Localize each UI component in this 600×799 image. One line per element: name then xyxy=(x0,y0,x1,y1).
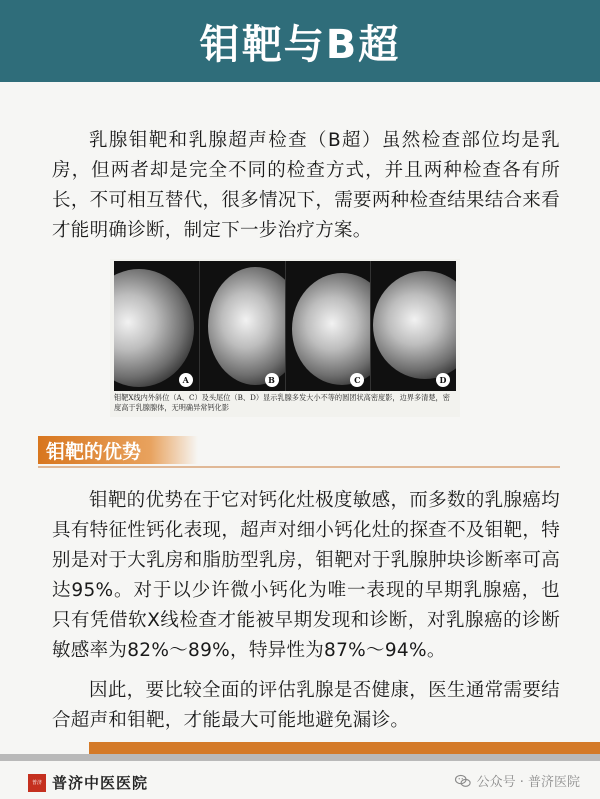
conclusion-paragraph: 因此，要比较全面的评估乳腺是否健康，医生通常需要结合超声和钼靶，才能最大可能地避免漏诊。 xyxy=(52,680,560,731)
mammogram-images xyxy=(114,261,456,391)
section-title: 钼靶的优势 xyxy=(46,440,142,463)
page-title: 钼靶与B超 xyxy=(199,21,401,68)
mammogram-panel-a xyxy=(114,261,200,391)
wechat-label: 公众号 · 普济医院 xyxy=(476,775,580,790)
mammogram-panel-b xyxy=(200,261,286,391)
section-divider xyxy=(38,466,560,468)
panel-label-d: D xyxy=(436,373,450,387)
intro-paragraph: 乳腺钼靶和乳腺超声检查（B超）虽然检查部位均是乳房，但两者却是完全不同的检查方式，并且两种检查各有所长，不可相互替代，很多情况下，需要两种检查结果结合来看才能明确诊断，制定下一步治疗方案。 xyxy=(52,130,560,241)
footer-divider-bar xyxy=(0,754,600,761)
wechat-icon xyxy=(454,772,472,790)
panel-label-b: B xyxy=(265,373,279,387)
footer-accent-bar xyxy=(89,742,600,754)
page-header xyxy=(0,0,600,82)
panel-label-c: C xyxy=(350,373,364,387)
hospital-name: 普济中医医院 xyxy=(52,774,149,792)
wechat-account[interactable] xyxy=(454,771,580,790)
mammogram-panel-c xyxy=(286,261,372,391)
figure-caption: 钼靶X线内外斜位（A、C）及头尾位（B、D）显示乳腺多发大小不等的圆团状高密度影，边界多清楚，密度高于乳腺腺体，无明确异常钙化影 xyxy=(114,393,450,412)
advantage-paragraph: 钼靶的优势在于它对钙化灶极度敏感，而多数的乳腺癌均具有特征性钙化表现，超声对细小钙化灶的探查不及钼靶，特别是对于大乳房和脂肪型乳房，钼靶对于乳腺肿块诊断率可高达95%。对于以少许微小钙化为唯一表现的早期乳腺癌，也只有凭借软X线检查才能被早期发现和诊断，对乳腺癌的诊断敏感率为82%～89%，特异性为87%～94%。 xyxy=(52,490,560,661)
panel-label-a: A xyxy=(179,373,193,387)
section-heading xyxy=(38,436,198,464)
mammogram-panel-d xyxy=(371,261,456,391)
seal-icon: 普济 xyxy=(28,774,46,792)
hospital-logo xyxy=(28,772,148,793)
mammogram-figure xyxy=(110,259,460,417)
